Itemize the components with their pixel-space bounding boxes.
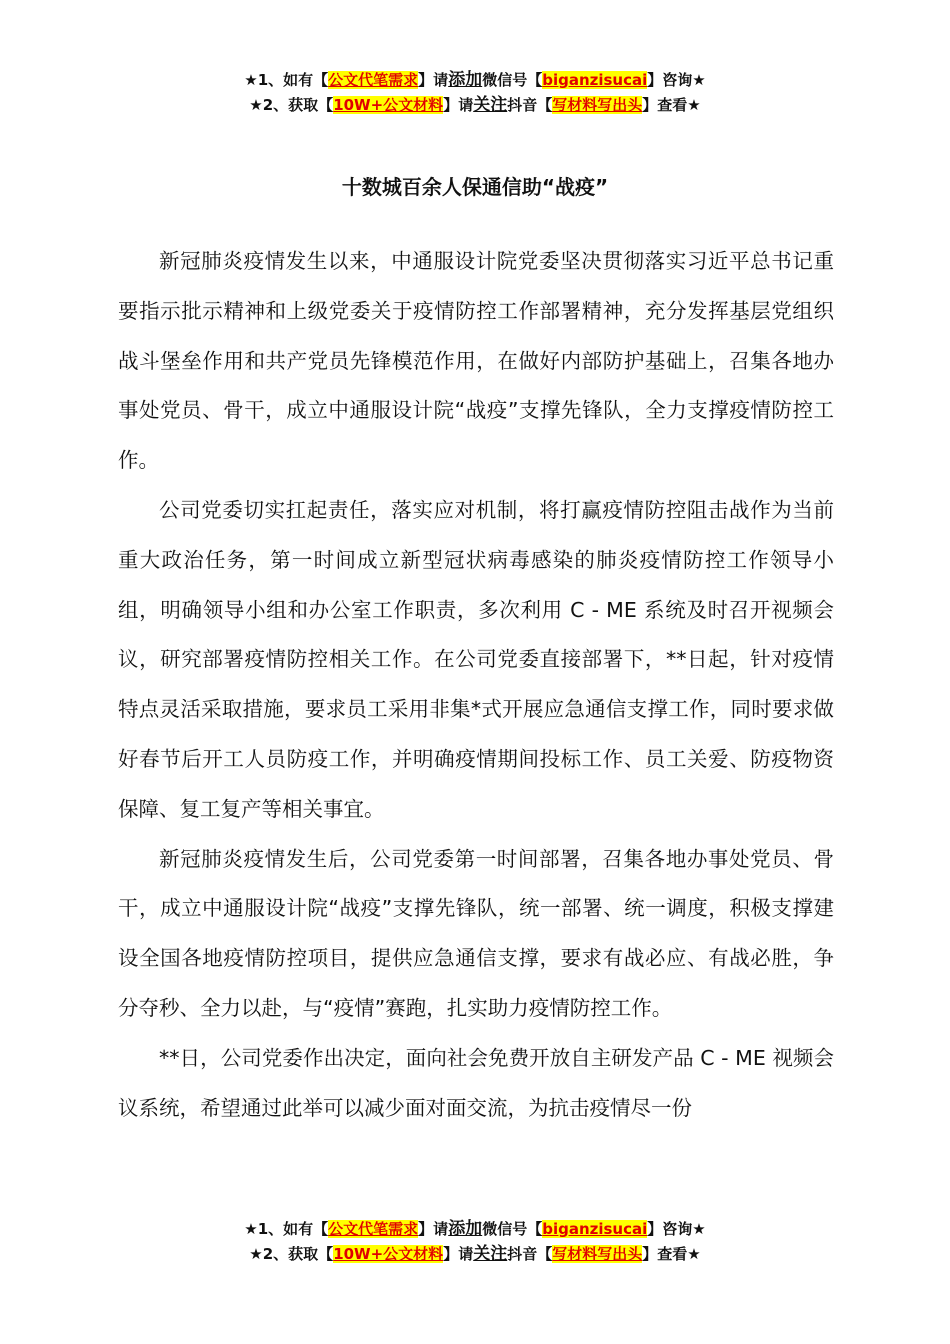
paragraph: 新冠肺炎疫情发生以来，中通服设计院党委坚决贯彻落实习近平总书记重要指示批示精神和上级党委关于疫情防控工作部署精神，充分发挥基层党组织战斗堡垒作用和共产党员先锋模范作用，在做好内部防护基础上，召集各地办事处党员、骨干，成立中通服设计院“战疫”支撑先锋队，全力支撑疫情防控工作。 [118,249,834,473]
douyin-id: 写材料写出头 [552,1245,643,1263]
highlight: 10W+公文材料 [333,1245,444,1263]
highlight: 公文代笔需求 [328,1220,419,1238]
promo-line-1: ★1、如有【公文代笔需求】请添加微信号【biganzisucai】咨询★ [244,1219,706,1239]
paragraph: 公司党委切实扛起责任，落实应对机制，将打赢疫情防控阻击战作为当前重大政治任务，第一时间成立新型冠状病毒感染的肺炎疫情防控工作领导小组，明确领导小组和办公室工作职责，多次利用 C - ME 系统及时召开视频会议，研究部署疫情防控相关工作。在公司党委直接部署下，**日起，针对疫情特点灵活采取措施，要求员工采用非集*式开展应急通信支撑工作，同时要求做好春节后开工人员防疫工作，并明确疫情期间投标工作、员工关爱、防疫物资保障、复工复产等相关事宜。 [118,497,834,821]
document-body [118,237,834,1133]
wechat-id: biganzisucai [542,1220,648,1238]
promo-line-2: ★2、获取【10W+公文材料】请关注抖音【写材料写出头】查看★ [249,95,701,115]
promo-line-1: ★1、如有【公文代笔需求】请添加微信号【biganzisucai】咨询★ [244,70,706,90]
promo-banner-top [0,68,950,118]
promo-line-2: ★2、获取【10W+公文材料】请关注抖音【写材料写出头】查看★ [249,1244,701,1264]
highlight: 公文代笔需求 [328,71,419,89]
paragraph: 新冠肺炎疫情发生后，公司党委第一时间部署，召集各地办事处党员、骨干，成立中通服设计院“战疫”支撑先锋队，统一部署、统一调度，积极支撑建设全国各地疫情防控项目，提供应急通信支撑，要求有战必应、有战必胜，争分夺秒、全力以赴，与“疫情”赛跑，扎实助力疫情防控工作。 [118,846,834,1020]
highlight: 10W+公文材料 [333,96,444,114]
document-title: 十数城百余人保通信助“战疫” [341,175,609,199]
paragraph: **日，公司党委作出决定，面向社会免费开放自主研发产品 C - ME 视频会议系统，希望通过此举可以减少面对面交流，为抗击疫情尽一份 [118,1045,834,1120]
promo-banner-bottom [0,1217,950,1267]
douyin-id: 写材料写出头 [552,96,643,114]
wechat-id: biganzisucai [542,71,648,89]
